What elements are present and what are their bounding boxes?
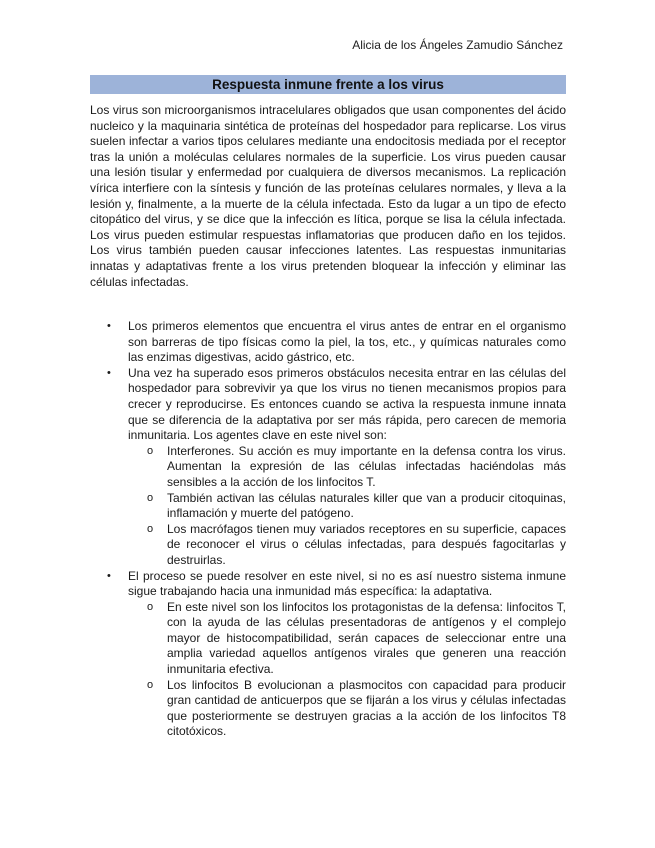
sub-list-item-text: En este nivel son los linfocitos los protagonistas de la defensa: linfocitos T, con la ayuda de las células presentadoras de antígenos y el complejo mayor de histocompatibilidad, serán capaces de seleccionar entre una amplia variedad aquellos antígenos virales que generen una reacción inmunitaria efectiva. [167,599,566,677]
intro-paragraph: Los virus son microorganismos intracelulares obligados que usan componentes del ácido nucleico y la maquinaria sintética de proteínas del hospedador para replicarse. Los virus suelen infectar a varios tipos celulares mediante una endocitosis mediada por el receptor tras la unión a moléculas celulares normales de la superficie. Los virus pueden causar una lesión tisular y enfermedad por cualquiera de diversos mecanismos. La replicación vírica interfiere con la síntesis y función de las proteínas celulares normales, y lleva a la lesión y, finalmente, a la muerte de la célula infectada. Esto da lugar a un tipo de efecto citopático del virus, y se dice que la infección es lítica, porque se lisa la célula infectada. Los virus pueden estimular respuestas inflamatorias que producen daño en los tejidos. Los virus también pueden causar infecciones latentes. Las respuestas inmunitarias innatas y adaptativas frente a los virus pretenden bloquear la infección y eliminar las células infectadas. [90,103,566,289]
sub-list [128,600,566,740]
bullet-icon: • [107,366,111,379]
sub-bullet-icon: o [147,444,154,457]
sub-bullet-icon: o [147,522,154,535]
list-item [90,366,566,569]
sub-list-item [128,678,566,740]
sub-bullet-icon: o [147,491,154,504]
sub-list-item [128,600,566,678]
bullet-icon: • [107,569,111,582]
list-item-text: Una vez ha superado esos primeros obstáculos necesita entrar en las células del hospedador para sobrevivir ya que los virus no tienen mecanismos propios para crecer y reproducirse. Es entonces cuando se activa la respuesta inmune innata que se diferencia de la adaptativa por ser más rápida, pero carecen de memoria inmunitaria. Los agentes clave en este nivel son: [128,365,566,443]
list-item-text: Los primeros elementos que encuentra el virus antes de entrar en el organismo son barreras de tipo físicas como la piel, la tos, etc., y químicas naturales como las enzimas digestivas, acido gástrico, etc. [128,319,566,365]
sub-list-item-text: Interferones. Su acción es muy importante en la defensa contra los virus. Aumentan la expresión de las células infectadas haciéndolas más sensibles a la acción de los linfocitos T. [167,443,566,489]
sub-list-item [128,522,566,569]
sub-bullet-icon: o [147,678,154,691]
sub-bullet-icon: o [147,600,154,613]
bullet-list [90,319,566,740]
sub-list-item-text: Los macrófagos tienen muy variados receptores en su superficie, capaces de reconocer el virus o células infectadas, para después fagocitarlas y destruirlas. [167,521,566,567]
sub-list-item [128,444,566,491]
sub-list-item-text: También activan las células naturales killer que van a producir citoquinas, inflamación y muerte del patógeno. [167,490,566,521]
header-author: Alicia de los Ángeles Zamudio Sánchez [352,38,563,52]
sub-list-item [128,491,566,522]
bullet-icon: • [107,320,111,332]
document-title: Respuesta inmune frente a los virus [90,75,566,94]
list-item [90,319,566,366]
sub-list-item-text: Los linfocitos B evolucionan a plasmocitos con capacidad para producir gran cantidad de anticuerpos que se fijarán a los virus y células infectadas que posteriormente se destruyen gracias a la acción de los linfocitos T8 citotóxicos. [167,677,566,739]
list-item [90,569,566,741]
sub-list [128,444,566,569]
list-item-text: El proceso se puede resolver en este nivel, si no es así nuestro sistema inmune sigue trabajando hacia una inmunidad más específica: la adaptativa. [128,568,566,599]
